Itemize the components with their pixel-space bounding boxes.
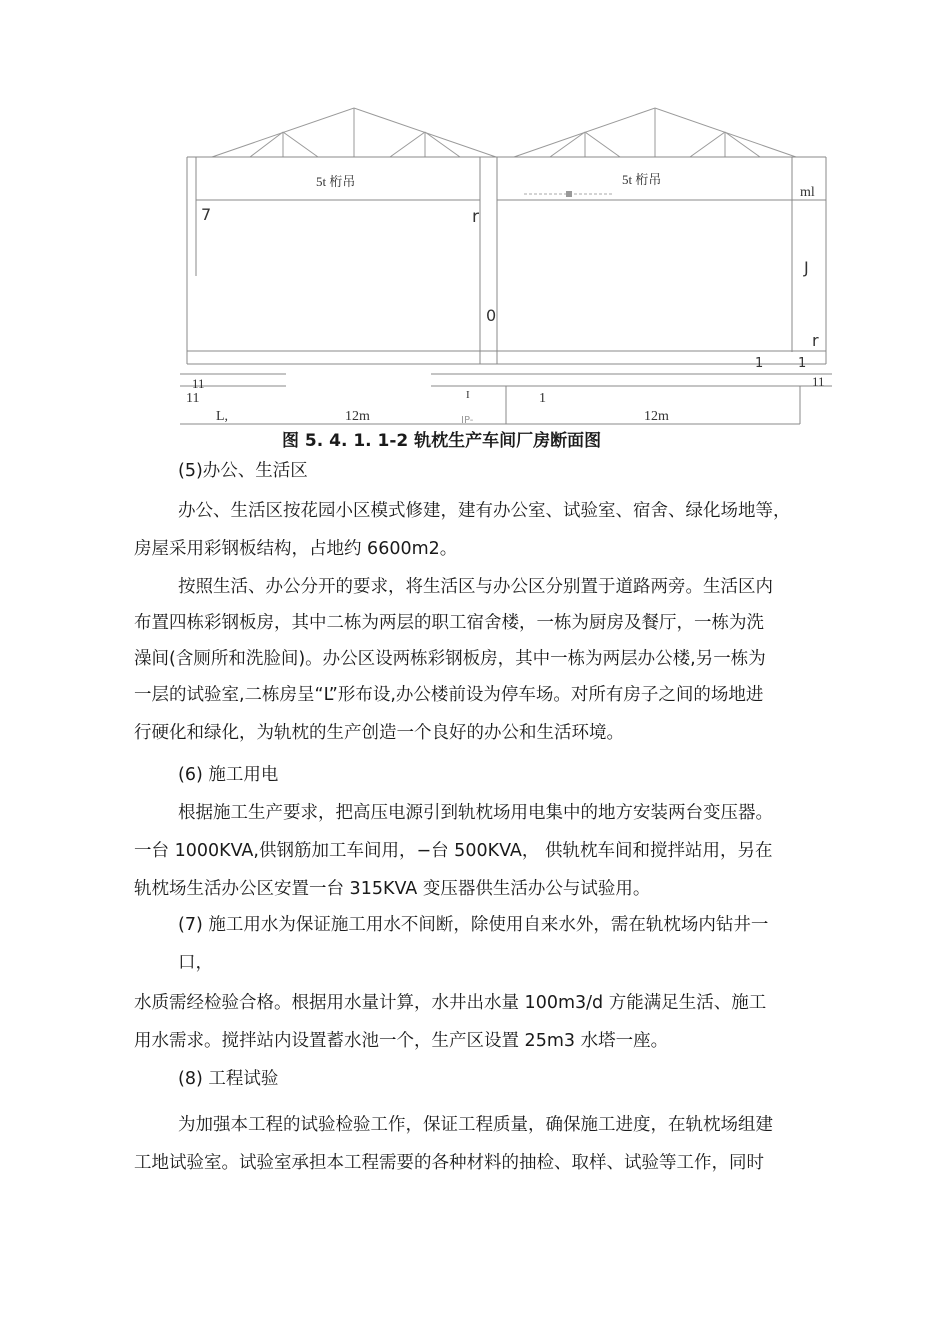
paragraph-line: 水质需经检验合格。根据用水量计算，水井出水量 100m3/d 方能满足生活、施工 xyxy=(134,993,767,1013)
paragraph-line: 为加强本工程的试验检验工作，保证工程质量，确保施工进度，在轨枕场组建 xyxy=(178,1115,773,1135)
mark-1-b: 1 xyxy=(798,356,807,371)
figure-caption: 图 5. 4. 1. 1-2 轨枕生产车间厂房断面图 xyxy=(282,431,602,451)
mark-ml: ml xyxy=(800,185,815,200)
paragraph-line: 一台 1000KVA,供钢筋加工车间用，−台 500KVA， 供轨枕车间和搅拌站用，另在 xyxy=(134,841,773,861)
paragraph-line: 布置四栋彩钢板房，其中二栋为两层的职工宿舍楼，一栋为厨房及餐厅，一栋为洗 xyxy=(134,613,764,633)
mark-L: L, xyxy=(216,409,229,424)
paragraph-line: 轨枕场生活办公区安置一台 315KVA 变压器供生活办公与试验用。 xyxy=(134,879,651,899)
mark-r-top: r xyxy=(472,207,479,227)
paragraph-line: 用水需求。搅拌站内设置蓄水池一个，生产区设置 25m3 水塔一座。 xyxy=(134,1031,669,1051)
section-heading-5: (5)办公、生活区 xyxy=(178,461,308,481)
paragraph-line: 工地试验室。试验室承担本工程需要的各种材料的抽检、取样、试验等工作，同时 xyxy=(134,1153,764,1173)
section-heading-6: (6) 施工用电 xyxy=(178,765,279,785)
span-label-right: 12m xyxy=(644,409,669,424)
paragraph-line: 房屋采用彩钢板结构，占地约 6600m2。 xyxy=(134,539,458,559)
paragraph-line: 一层的试验室,二栋房呈“L”形布设,办公楼前设为停车场。对所有房子之间的场地进 xyxy=(134,685,764,705)
mark-J: J xyxy=(804,258,809,277)
paragraph-line: 根据施工生产要求，把高压电源引到轨枕场用电集中的地方安装两台变压器。 xyxy=(178,803,773,823)
mark-0: 0 xyxy=(486,306,497,325)
hoist-label-right: 5t 桁吊 xyxy=(622,172,662,187)
mark-11-left: 11 xyxy=(192,376,205,391)
mark-1-a: 1 xyxy=(755,356,764,371)
paragraph-line: 行硬化和绿化，为轨枕的生产创造一个良好的办公和生活环境。 xyxy=(134,723,624,743)
span-label-left: 12m xyxy=(345,409,370,424)
mark-11-low: 11 xyxy=(186,391,200,406)
paragraph-line: 办公、生活区按花园小区模式修建，建有办公室、试验室、宿舍、绿化场地等， xyxy=(178,501,791,521)
mark-1-low: 1 xyxy=(539,391,546,406)
mark-i: I xyxy=(466,389,470,401)
paragraph-line: 按照生活、办公分开的要求，将生活区与办公区分别置于道路两旁。生活区内 xyxy=(178,577,773,597)
paragraph-line: 澡间(含厕所和洗脸间)。办公区设两栋彩钢板房，其中一栋为两层办公楼,另一栋为 xyxy=(134,649,766,669)
mark-7: 7 xyxy=(201,205,212,224)
mark-ip: IP- xyxy=(461,415,474,426)
mark-r-bottom: r xyxy=(812,331,819,350)
hoist-label-left: 5t 桁吊 xyxy=(316,174,356,189)
section-heading-7: (7) 施工用水为保证施工用水不间断，除使用自来水外，需在轨枕场内钻井一 xyxy=(178,915,769,935)
factory-section-drawing xyxy=(0,0,950,430)
section-heading-8: (8) 工程试验 xyxy=(178,1069,279,1089)
mark-11-right: 11 xyxy=(812,374,825,389)
paragraph-line: 口， xyxy=(178,953,213,973)
